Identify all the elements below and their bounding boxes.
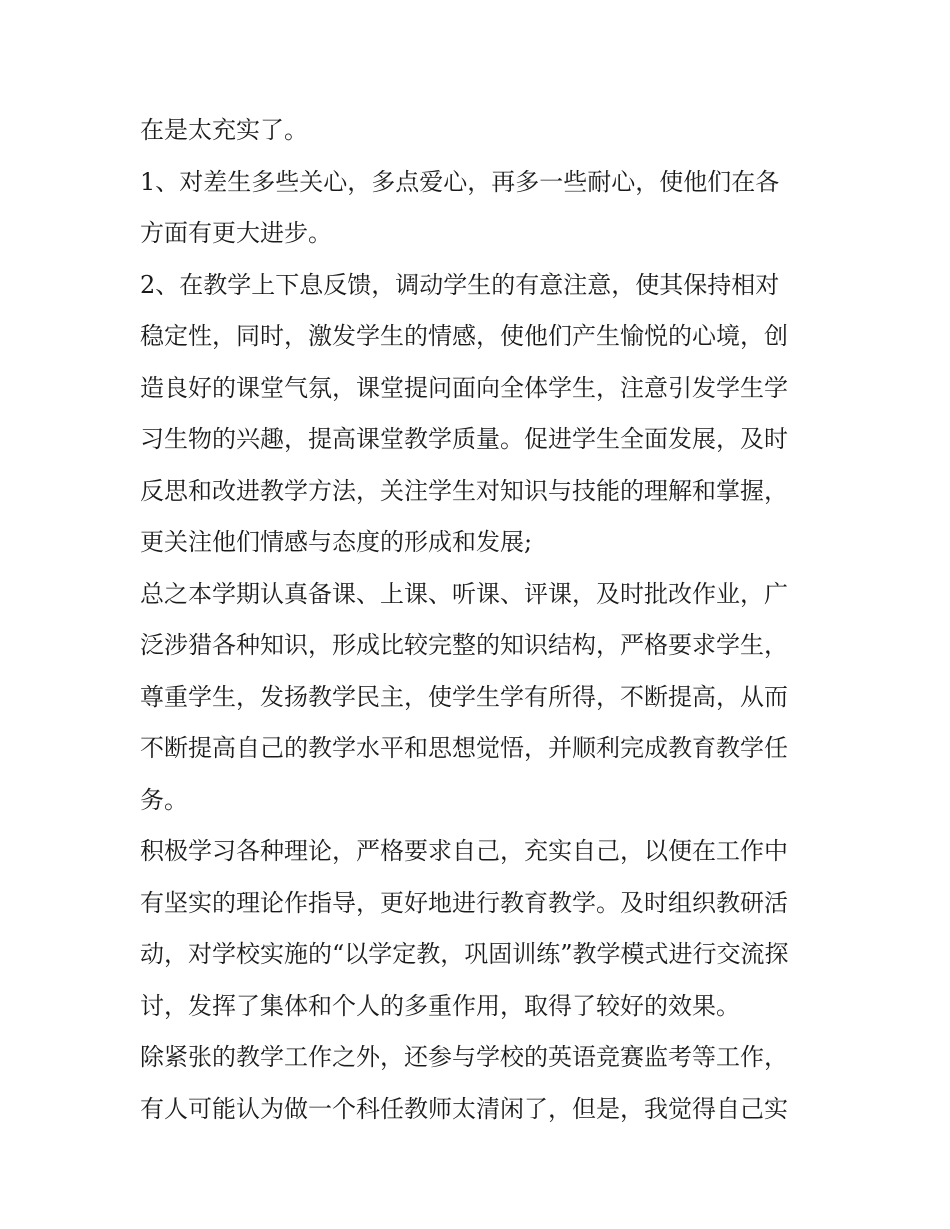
text-line: 除紧张的教学工作之外，还参与学校的英语竞赛监考等工作， xyxy=(140,1043,788,1071)
text-line: 稳定性，同时，激发学生的情感，使他们产生愉悦的心境，创 xyxy=(140,322,788,350)
text-line: 反思和改进教学方法，关注学生对知识与技能的理解和掌握， xyxy=(140,476,788,505)
text-line: 在是太充实了。 xyxy=(140,116,308,144)
text-line: 有人可能认为做一个科任教师太清闲了，但是，我觉得自己实 xyxy=(140,1094,788,1123)
text-line: 总之本学期认真备课、上课、听课、评课，及时批改作业，广 xyxy=(140,579,788,608)
text-line: 泛涉猎各种知识，形成比较完整的知识结构，严格要求学生， xyxy=(140,631,788,659)
text-line: 动，对学校实施的“以学定教，巩固训练”教学模式进行交流探 xyxy=(140,940,789,968)
text-line: 不断提高自己的教学水平和思想觉悟，并顺利完成教育教学任 xyxy=(140,734,788,762)
text-line: 更关注他们情感与态度的形成和发展; xyxy=(140,528,533,556)
text-line: 务。 xyxy=(140,785,188,814)
text-line: 尊重学生，发扬教学民主，使学生学有所得，不断提高，从而 xyxy=(140,682,788,711)
document-body xyxy=(140,105,812,1135)
text-line: 1、对差生多些关心，多点爱心，再多一些耐心，使他们在各 xyxy=(140,167,780,196)
text-line: 积极学习各种理论，严格要求自己，充实自己，以便在工作中 xyxy=(140,837,788,865)
text-line: 有坚实的理论作指导，更好地进行教育教学。及时组织教研活 xyxy=(140,888,788,917)
text-line: 习生物的兴趣，提高课堂教学质量。促进学生全面发展，及时 xyxy=(140,425,788,453)
text-line: 造良好的课堂气氛，课堂提问面向全体学生，注意引发学生学 xyxy=(140,373,788,402)
text-line: 讨，发挥了集体和个人的多重作用，取得了较好的效果。 xyxy=(140,991,740,1020)
text-line: 方面有更大进步。 xyxy=(140,219,332,247)
text-line: 2、在教学上下息反馈，调动学生的有意注意，使其保持相对 xyxy=(140,270,780,299)
